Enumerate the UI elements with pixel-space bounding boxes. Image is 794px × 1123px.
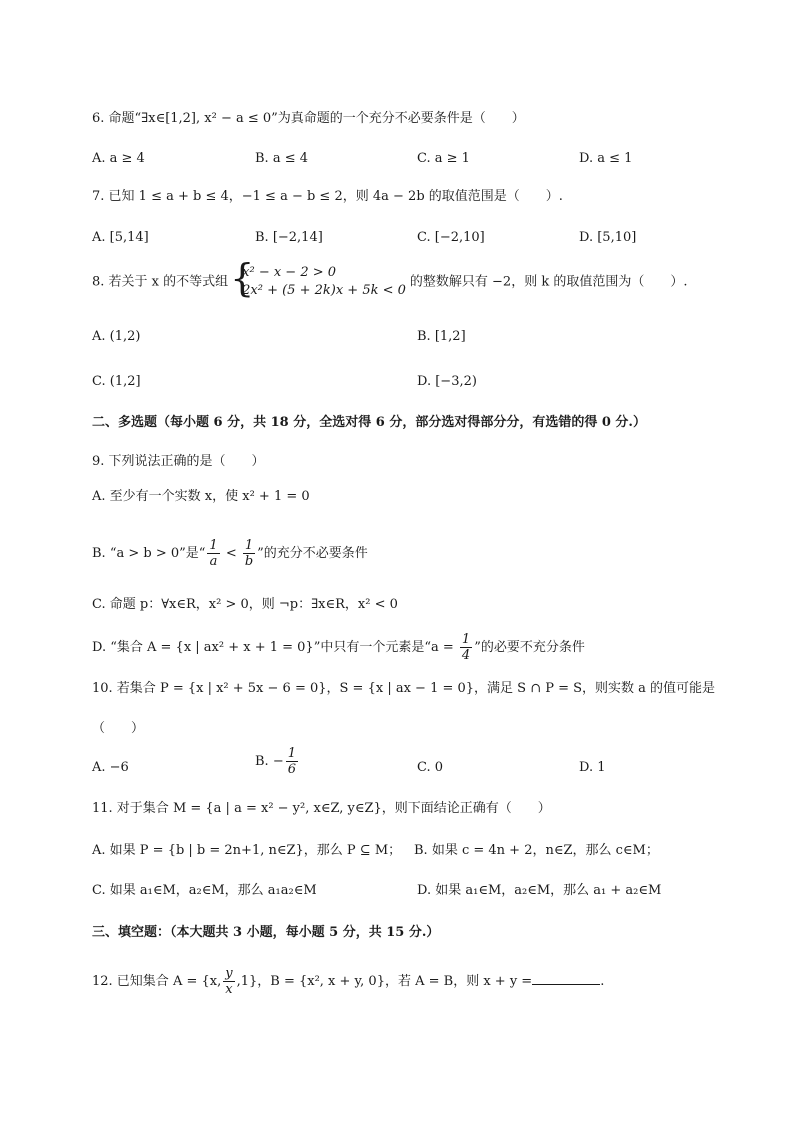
- inequality-row-1: x² − x − 2 > 0: [242, 265, 337, 280]
- question-12-stem: [92, 966, 604, 997]
- q9-option-a: A. 至少有一个实数 x，使 x² + 1 = 0: [92, 489, 310, 504]
- section-3-heading: 三、填空题：（本大题共 3 小题，每小题 5 分，共 15 分.）: [92, 925, 440, 940]
- q7-option-d: D. [5,10]: [579, 230, 637, 245]
- fraction-numerator: 1: [461, 632, 471, 647]
- fraction-denominator: 4: [461, 648, 471, 663]
- q11-option-d: D. 如果 a₁∈M，a₂∈M，那么 a₁ + a₂∈M: [417, 883, 662, 898]
- q6-option-d: D. a ≤ 1: [579, 151, 633, 166]
- q8-option-a: A. (1,2): [92, 329, 141, 344]
- question-7-stem: 7. 已知 1 ≤ a + b ≤ 4，−1 ≤ a − b ≤ 2，则 4a − 2b 的取值范围是（ ）.: [92, 189, 563, 204]
- question-6-stem: 6. 命题“∃x∈[1,2], x² − a ≤ 0”为真命题的一个充分不必要条件是（ ）: [92, 111, 525, 126]
- less-than-sign: <: [221, 546, 241, 561]
- inequality-system: [230, 256, 406, 300]
- q9-b-prefix: B. “a > b > 0”是“: [92, 546, 206, 561]
- q6-option-c: C. a ≥ 1: [417, 151, 470, 166]
- q7-option-c: C. [−2,10]: [417, 230, 485, 245]
- q12-prefix: 12. 已知集合 A = {x,: [92, 974, 222, 989]
- q6-option-b: B. a ≤ 4: [255, 151, 308, 166]
- fraction-one-over-a: [207, 538, 219, 569]
- fraction-denominator: x: [225, 982, 233, 997]
- q8-option-c: C. (1,2]: [92, 374, 141, 389]
- q11-option-b: B. 如果 c = 4n + 2，n∈Z，那么 c∈M；: [414, 843, 659, 858]
- q9-option-c: C. 命题 p：∀x∈R，x² > 0，则 ¬p：∃x∈R，x² < 0: [92, 597, 398, 612]
- q10-option-b: [255, 746, 300, 777]
- q9-option-d: [92, 632, 585, 663]
- inequality-row-2: 2x² + (5 + 2k)x + 5k < 0: [242, 283, 406, 298]
- fraction-y-over-x: [223, 966, 234, 997]
- q9-d-suffix: ”的必要不充分条件: [474, 640, 585, 655]
- q7-option-a: A. [5,14]: [92, 230, 149, 245]
- question-10-stem: 10. 若集合 P = {x | x² + 5x − 6 = 0}，S = {x | ax − 1 = 0}，满足 S ∩ P = S，则实数 a 的值可能是: [92, 681, 716, 696]
- q10-option-c: C. 0: [417, 760, 444, 775]
- q10-b-prefix: B. −: [255, 754, 284, 769]
- q8-option-b: B. [1,2]: [417, 329, 466, 344]
- fraction-one-quarter: [460, 632, 472, 663]
- fraction-denominator: a: [209, 554, 218, 569]
- section-2-heading: 二、多选题（每小题 6 分，共 18 分，全选对得 6 分，部分选对得部分分，有选错的得 0 分.）: [92, 415, 646, 430]
- fraction-one-over-b: [243, 538, 255, 569]
- q10-answer-paren: （ ）: [92, 721, 145, 736]
- q6-option-a: A. a ≥ 4: [92, 151, 145, 166]
- fraction-one-sixth: [286, 746, 298, 777]
- fraction-numerator: 1: [209, 538, 218, 553]
- q10-option-a: A. −6: [92, 760, 129, 775]
- fraction-numerator: y: [225, 966, 233, 981]
- q8-prefix: 8. 若关于 x 的不等式组: [92, 274, 229, 290]
- q7-option-b: B. [−2,14]: [255, 230, 323, 245]
- q8-suffix: 的整数解只有 −2，则 k 的取值范围为（ ）.: [409, 274, 688, 290]
- q9-b-suffix: ”的充分不必要条件: [257, 546, 368, 561]
- fraction-denominator: 6: [287, 762, 296, 777]
- q8-option-d: D. [−3,2): [417, 374, 477, 389]
- question-9-stem: 9. 下列说法正确的是（ ）: [92, 454, 265, 469]
- q11-option-a: A. 如果 P = {b | b = 2n+1, n∈Z}，那么 P ⊆ M；: [92, 843, 402, 858]
- fraction-numerator: 1: [244, 538, 254, 553]
- q9-d-prefix: D. “集合 A = {x | ax² + x + 1 = 0}”中只有一个元素是“a =: [92, 640, 458, 655]
- fraction-numerator: 1: [287, 746, 296, 761]
- q9-option-b: [92, 538, 368, 569]
- q10-option-d: D. 1: [579, 760, 606, 775]
- answer-blank[interactable]: [532, 972, 600, 985]
- question-8-stem: [92, 256, 688, 300]
- q12-middle: ,1}，B = {x², x + y, 0}，若 A = B，则 x + y =: [236, 974, 533, 989]
- fraction-denominator: b: [244, 554, 254, 569]
- q11-option-c: C. 如果 a₁∈M，a₂∈M，那么 a₁a₂∈M: [92, 883, 317, 898]
- q12-suffix: .: [600, 974, 605, 989]
- brace-glyph: {: [230, 256, 255, 300]
- question-11-stem: 11. 对于集合 M = {a | a = x² − y², x∈Z, y∈Z}，则下面结论正确有（ ）: [92, 801, 551, 816]
